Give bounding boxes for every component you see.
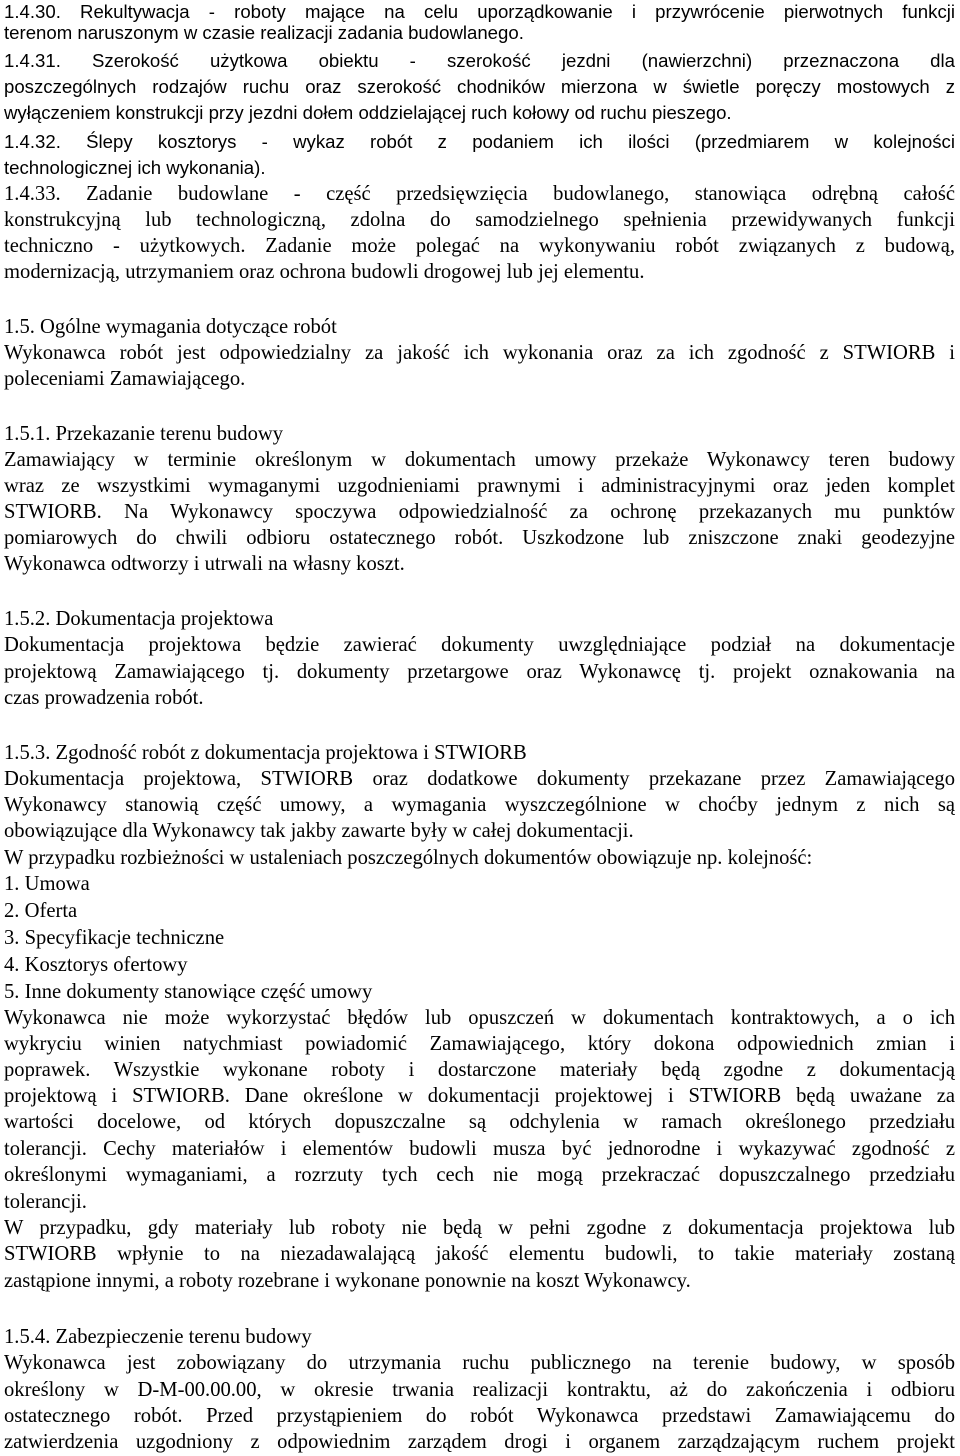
text-line: modernizacją, utrzymaniem oraz ochrona budowli drogowej lub jej elementu. <box>4 261 645 283</box>
text-line: 4. Kosztorys ofertowy <box>4 954 188 976</box>
text-line: STWIORB wpłynie to na niezadawalającą jakość elementu budowli, to takie materiały zostaną <box>4 1243 955 1265</box>
text-line: wyłączeniem konstrukcji przy jezdni dołem oddzielającej ruch kołowy od ruchu pieszego. <box>4 102 732 123</box>
text-line: 3. Specyfikacje techniczne <box>4 927 225 949</box>
text-line: projektową i STWIORB. Dane określone w dokumentacji projektowej i STWIORB będą uważane za <box>4 1085 955 1107</box>
text-line: W przypadku, gdy materiały lub roboty nie będą w pełni zgodne z dokumentacja projektowa lub <box>4 1217 955 1239</box>
text-line: wartości docelowe, od których dopuszczalne są odchylenia w ramach określonego przedziału <box>4 1111 955 1133</box>
text-line: poprawek. Wszystkie wykonane roboty i dostarczone materiały będą zgodne z dokumentacją <box>4 1059 955 1081</box>
text-line: Wykonawca jest zobowiązany do utrzymania ruchu publicznego na terenie budowy, w sposób <box>4 1352 955 1374</box>
text-line: 1.5. Ogólne wymagania dotyczące robót <box>4 316 337 338</box>
text-line: 1.5.2. Dokumentacja projektowa <box>4 608 274 630</box>
text-line: wraz ze wszystkimi wymaganymi uzgodnieniami prawnymi i administracyjnymi oraz jeden komplet <box>4 475 955 497</box>
text-line: 2. Oferta <box>4 900 78 922</box>
text-line: 1.5.3. Zgodność robót z dokumentacja projektowa i STWIORB <box>4 742 527 764</box>
text-line: wykryciu winien natychmiast powiadomić Zamawiającego, który dokona odpowiednich zmian i <box>4 1033 955 1055</box>
text-line: Wykonawca odtworzy i utrwali na własny koszt. <box>4 553 405 575</box>
text-line: W przypadku rozbieżności w ustaleniach poszczególnych dokumentów obowiązuje np. kolejność: <box>4 847 813 869</box>
text-line: 1.4.30. Rekultywacja - roboty mające na celu uporządkowanie i przywrócenie pierwotnych funkcji <box>4 1 955 22</box>
text-line: Dokumentacja projektowa, STWIORB oraz dodatkowe dokumenty przekazane przez Zamawiającego <box>4 768 955 790</box>
text-line: 1. Umowa <box>4 873 90 895</box>
text-line: projektową Zamawiającego tj. dokumenty przetargowe oraz Wykonawcę tj. projekt oznakowania na <box>4 661 955 683</box>
text-line: 1.4.33. Zadanie budowlane - część przedsięwzięcia budowlanego, stanowiąca odrębną całość <box>4 183 955 205</box>
text-line: określony w D-M-00.00.00, w okresie trwania realizacji kontraktu, aż do zakończenia i odbioru <box>4 1379 955 1401</box>
text-line: konstrukcyjną lub technologiczną, zdolna do samodzielnego spełnienia przewidywanych funkcji <box>4 209 955 231</box>
text-line: Wykonawcy stanowią część umowy, a wymagania wyszczególnione w choćby jednym z nich są <box>4 794 955 816</box>
text-line: tolerancji. Cechy materiałów i elementów budowli musza być jednorodne i wykazywać zgodność z <box>4 1138 955 1160</box>
text-line: czas prowadzenia robót. <box>4 687 204 709</box>
text-line: obowiązujące dla Wykonawcy tak jakby zawarte były w całej dokumentacji. <box>4 820 634 842</box>
text-line: techniczno - użytkowych. Zadanie może polegać na wykonywaniu robót związanych z budową, <box>4 235 955 257</box>
text-line: technologicznej ich wykonania). <box>4 157 266 178</box>
text-line: tolerancji. <box>4 1191 87 1213</box>
text-line: 5. Inne dokumenty stanowiące część umowy <box>4 981 373 1003</box>
text-line: pomiarowych do chwili odbioru ostatecznego robót. Uszkodzone lub zniszczone znaki geodezyjne <box>4 527 955 549</box>
text-line: 1.5.1. Przekazanie terenu budowy <box>4 423 284 445</box>
text-line: Wykonawca nie może wykorzystać błędów lub opuszczeń w dokumentach kontraktowych, a o ich <box>4 1007 955 1029</box>
text-line: zastąpione innymi, a roboty rozebrane i wykonane ponownie na koszt Wykonawcy. <box>4 1270 691 1292</box>
text-line: Dokumentacja projektowa będzie zawierać dokumenty uwzględniające podział na dokumentacje <box>4 634 955 656</box>
text-line: STWIORB. Na Wykonawcy spoczywa odpowiedzialność za ochronę przekazanych mu punktów <box>4 501 955 523</box>
text-line: Zamawiający w terminie określonym w dokumentach umowy przekaże Wykonawcy teren budowy <box>4 449 955 471</box>
text-line: 1.4.31. Szerokość użytkowa obiektu - szerokość jezdni (nawierzchni) przeznaczona dla <box>4 50 955 71</box>
text-line: zatwierdzenia uzgodniony z odpowiednim zarządem drogi i organem zarządzającym ruchem projekt <box>4 1431 955 1453</box>
text-line: 1.4.32. Ślepy kosztorys - wykaz robót z podaniem ich ilości (przedmiarem w kolejności <box>4 131 955 152</box>
text-line: poleceniami Zamawiającego. <box>4 368 246 390</box>
text-line: 1.5.4. Zabezpieczenie terenu budowy <box>4 1326 312 1348</box>
text-line: określonymi wymaganiami, a rozrzuty tych cech nie mogą przekraczać dopuszczalnego przedziału <box>4 1164 955 1186</box>
text-line: terenom naruszonym w czasie realizacji zadania budowlanego. <box>4 22 524 43</box>
text-line: poszczególnych rodzajów ruchu oraz szerokość chodników mierzona w świetle poręczy mostowych z <box>4 76 955 97</box>
text-line: ostatecznego robót. Przed przystąpieniem do robót Wykonawca przedstawi Zamawiającemu do <box>4 1405 955 1427</box>
text-line: Wykonawca robót jest odpowiedzialny za jakość ich wykonania oraz za ich zgodność z STWIORB i <box>4 342 955 364</box>
